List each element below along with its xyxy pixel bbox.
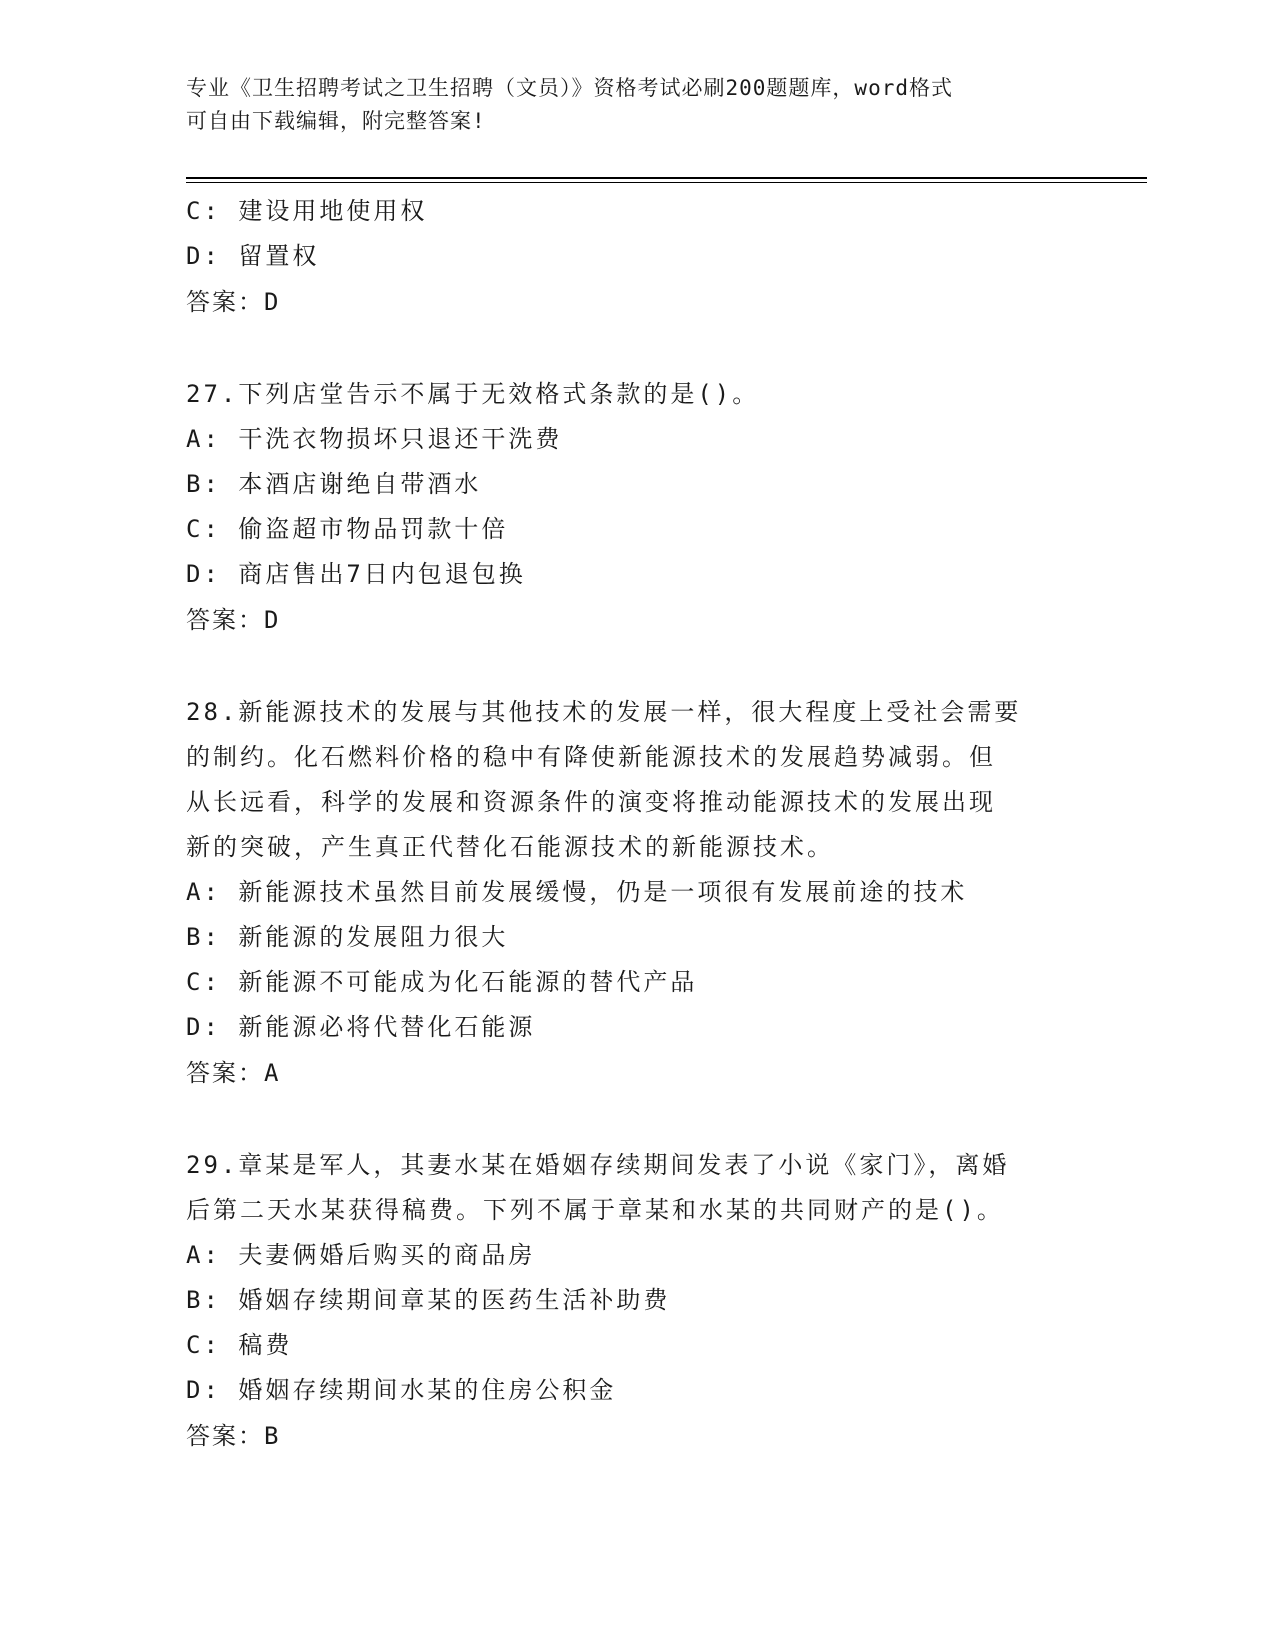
option-b: B: 本酒店谢绝自带酒水 — [186, 470, 482, 498]
document-header — [186, 72, 1086, 138]
option-d: D: 婚姻存续期间水某的住房公积金 — [186, 1376, 617, 1404]
option-c: C: 建设用地使用权 — [186, 197, 428, 225]
option-d: D: 新能源必将代替化石能源 — [186, 1013, 536, 1041]
header-divider-thick — [186, 177, 1147, 179]
answer-label: 答案：A — [186, 1059, 281, 1087]
question-stem-line: 的制约。化石燃料价格的稳中有降使新能源技术的发展趋势减弱。但 — [186, 743, 996, 771]
option-a: A: 夫妻俩婚后购买的商品房 — [186, 1241, 536, 1269]
question-29 — [186, 1143, 1086, 1459]
question-27 — [186, 372, 1086, 643]
question-28 — [186, 690, 1086, 1096]
answer-label: 答案：D — [186, 606, 281, 634]
option-a: A: 新能源技术虽然目前发展缓慢，仍是一项很有发展前途的技术 — [186, 878, 968, 906]
option-c: C: 偷盗超市物品罚款十倍 — [186, 515, 509, 543]
option-d: D: 商店售出7日内包退包换 — [186, 560, 526, 588]
header-title-line-1: 专业《卫生招聘考试之卫生招聘（文员）》资格考试必刷200题题库，word格式 — [186, 76, 953, 100]
question-stem-line: 28.新能源技术的发展与其他技术的发展一样，很大程度上受社会需要 — [186, 698, 1022, 726]
option-c: C: 新能源不可能成为化石能源的替代产品 — [186, 968, 698, 996]
question-26-tail — [186, 189, 1086, 325]
question-stem — [186, 690, 1086, 870]
answer-label: 答案：B — [186, 1422, 281, 1450]
header-title-line-2: 可自由下载编辑，附完整答案! — [186, 109, 486, 133]
question-stem-line: 29.章某是军人，其妻水某在婚姻存续期间发表了小说《家门》，离婚 — [186, 1151, 1010, 1179]
option-b: B: 新能源的发展阻力很大 — [186, 923, 509, 951]
option-d: D: 留置权 — [186, 242, 320, 270]
option-b: B: 婚姻存续期间章某的医药生活补助费 — [186, 1286, 671, 1314]
question-stem: 27.下列店堂告示不属于无效格式条款的是()。 — [186, 380, 760, 408]
option-a: A: 干洗衣物损坏只退还干洗费 — [186, 425, 563, 453]
question-list — [186, 189, 1086, 1459]
option-c: C: 稿费 — [186, 1331, 293, 1359]
question-stem-line: 新的突破，产生真正代替化石能源技术的新能源技术。 — [186, 833, 834, 861]
header-divider-thin — [186, 182, 1147, 183]
question-stem — [186, 1143, 1086, 1233]
answer-label: 答案：D — [186, 288, 281, 316]
spacer — [186, 325, 1086, 372]
spacer — [186, 1096, 1086, 1143]
question-stem-line: 从长远看，科学的发展和资源条件的演变将推动能源技术的发展出现 — [186, 788, 996, 816]
spacer — [186, 643, 1086, 690]
question-stem-line: 后第二天水某获得稿费。下列不属于章某和水某的共同财产的是()。 — [186, 1196, 1004, 1224]
